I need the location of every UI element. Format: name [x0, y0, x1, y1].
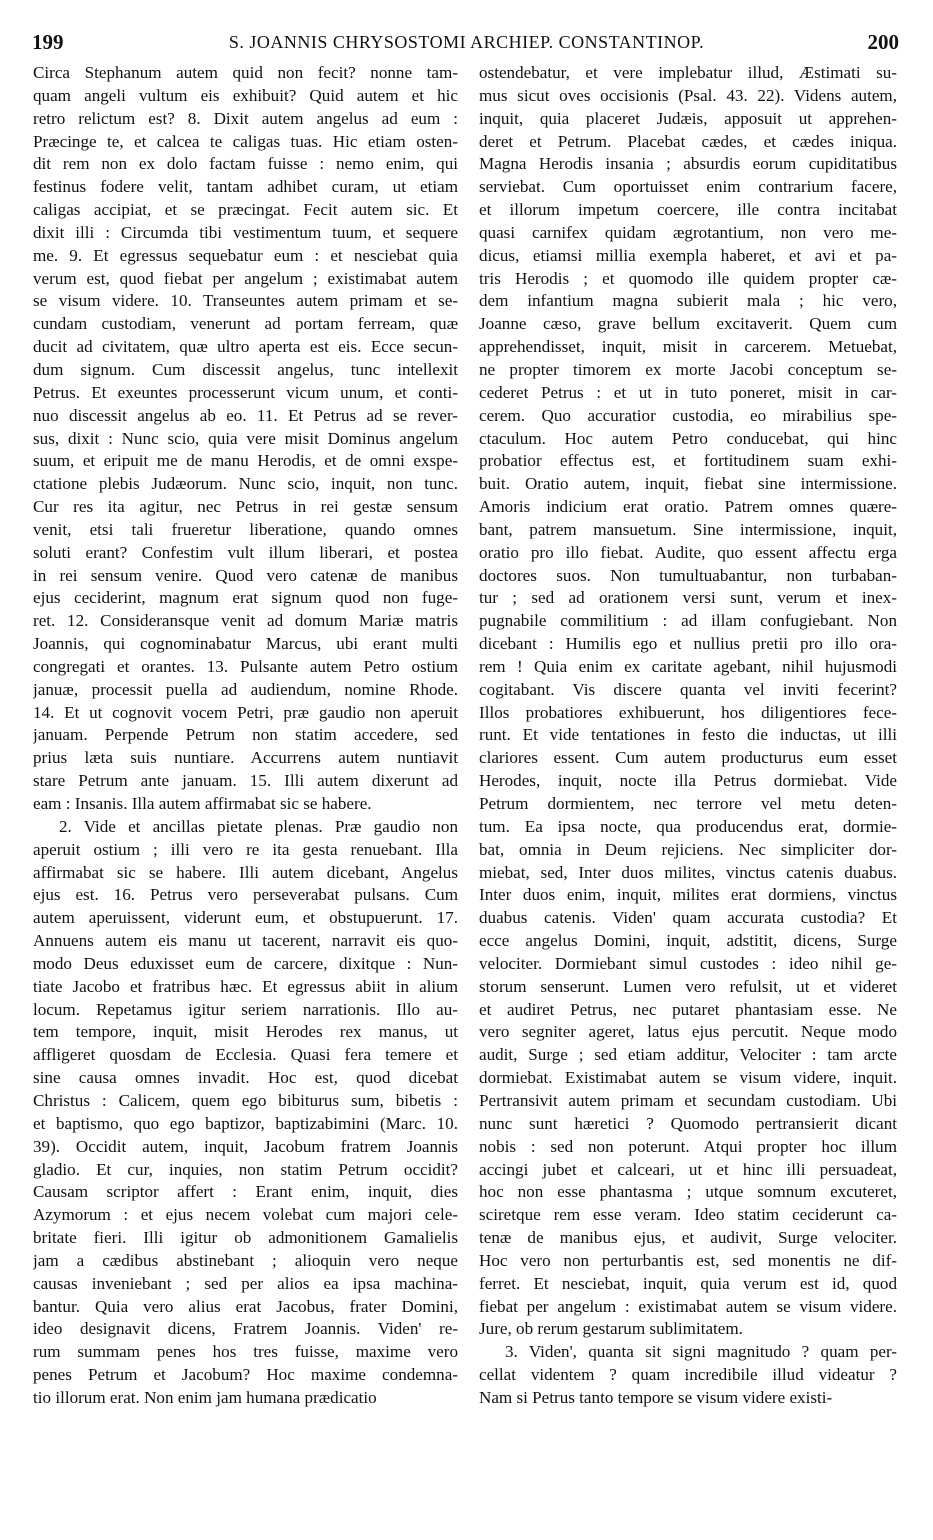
text-line: mus sicut oves occisionis (Psal. 43. 22). Videns autem,	[479, 85, 897, 105]
text-line: tur ; sed ad orationem versi sunt, verum et inex-	[479, 588, 897, 608]
text-line: velociter. Dormiebant simul custodes : ideo nihil ge-	[479, 953, 897, 973]
text-line: tem tempore, inquit, misit Herodes rex manus, ut	[33, 1022, 458, 1042]
text-line: clariores essent. Cum autem producturus eum esset	[479, 748, 897, 768]
text-line: ideo designavit dicens, Fratrem Joannis. Viden' re-	[33, 1319, 458, 1339]
text-line: affligeret quosdam de Ecclesia. Quasi fera temere et	[33, 1045, 458, 1065]
text-line: Illos probatiores exhibuerunt, hos diligentiores fece-	[479, 702, 897, 722]
text-line: 39). Occidit autem, inquit, Jacobum fratrem Joannis	[33, 1136, 458, 1156]
running-header	[0, 28, 933, 58]
text-line: oratio pro illo fiebat. Audite, quo essent affectu erga	[479, 542, 897, 562]
text-line: sus, dixit : Nunc scio, quia vere misit Dominus angelum	[33, 428, 458, 448]
text-line: serviebat. Cum oportuisset enim contrarium facere,	[479, 177, 897, 197]
text-line: caligas accipiat, et se præcingat. Fecit autem sic. Et	[33, 200, 458, 220]
text-line: hoc non esse phantasma ; utque somnum excuteret,	[479, 1182, 897, 1202]
text-line: verum est, quod fiebat per angelum ; existimabat autem	[33, 268, 458, 288]
right-text-column	[479, 62, 897, 1410]
text-line: nuo discessit angelus ab eo. 11. Et Petrus ad se rever-	[33, 405, 458, 425]
text-line: tris Herodis ; et quomodo ille quidem propter cæ-	[479, 268, 897, 288]
text-line: 14. Et ut cognovit vocem Petri, præ gaudio non aperuit	[33, 702, 458, 722]
text-line: penes Petrum et Jacobum? Hoc maxime condemna-	[33, 1365, 458, 1385]
text-line: suum, et eripuit me de manu Herodis, et de omni exspe-	[33, 451, 458, 471]
right-page-number: 200	[867, 30, 899, 54]
text-line: rum summam penes hos tres fuisse, maxime vero	[33, 1342, 458, 1362]
text-line: bat, omnia in Deum rejiciens. Nec simpliciter dor-	[479, 839, 897, 859]
text-line: ctatione plebis Judæorum. Nunc scio, inquit, non tunc.	[33, 474, 458, 494]
text-line: bant, patrem mansuetum. Sine intermissione, inquit,	[479, 519, 897, 539]
text-line: inquit, quia placeret Judæis, apposuit ut apprehen-	[479, 108, 897, 128]
text-line: Joannis, qui cognominabatur Marcus, ubi erant multi	[33, 634, 458, 654]
text-line: gladio. Et cur, inquies, non statim Petrum occidit?	[33, 1159, 458, 1179]
text-line: dormiebat. Existimabat autem se visum videre, inquit.	[479, 1068, 897, 1088]
text-line: venit, etsi tali frueretur liberatione, quando omnes	[33, 519, 458, 539]
text-line: Inter duos enim, inquit, milites erat dormiens, vinctus	[479, 885, 897, 905]
text-line: audit, Surge ; sed etiam additur, Velociter : tam arcte	[479, 1045, 897, 1065]
text-line: dem infantium magna subierit mala ; hic vero,	[479, 291, 897, 311]
text-line: dum signum. Cum discessit angelus, tunc intellexit	[33, 359, 458, 379]
text-line: accingi jubet et calceari, ut et hinc illi persuadeat,	[479, 1159, 897, 1179]
text-line: ctaculum. Hoc autem Petro conducebat, qui hinc	[479, 428, 897, 448]
text-line: cerem. Quo accuratior custodia, eo mirabilius spe-	[479, 405, 897, 425]
text-line: britate fieri. Illi igitur ob admonitionem Gamalielis	[33, 1228, 458, 1248]
text-line: probatior effectus est, et fortitudinem suam exhi-	[479, 451, 897, 471]
text-line: ret. 12. Consideransque venit ad domum Mariæ matris	[33, 611, 458, 631]
text-line: fiebat per angelum : existimabat autem se visum videre.	[479, 1296, 897, 1316]
text-line: tiate Jacobo et fratribus hæc. Et egressus abiit in alium	[33, 976, 458, 996]
text-line: festinus fodere velit, tantam adhibet curam, ut etiam	[33, 177, 458, 197]
text-line: tenæ de manibus ejus, et audivit, Surge velociter.	[479, 1228, 897, 1248]
text-line: 2. Vide et ancillas pietate plenas. Præ gaudio non	[59, 816, 458, 836]
text-line: tum. Ea ipsa nocte, qua producendus erat, dormie-	[479, 816, 897, 836]
text-line: Pertransivit autem primam et secundam custodiam. Ubi	[479, 1090, 897, 1110]
text-line: Joanne cæso, grave bellum excitaverit. Quem cum	[479, 314, 897, 334]
text-line: januæ, processit puella ad audiendum, nomine Rhode.	[33, 679, 458, 699]
text-line: ejus est. 16. Petrus vero perseverabat pulsans. Cum	[33, 885, 458, 905]
left-page-number: 199	[32, 30, 64, 54]
running-title: S. JOANNIS CHRYSOSTOMI ARCHIEP. CONSTANTINOP.	[228, 32, 705, 52]
text-line: bantur. Quia vero alius erat Jacobus, frater Domini,	[33, 1296, 458, 1316]
text-line: januam. Perpende Petrum non statim accedere, sed	[33, 725, 458, 745]
text-line: quam angeli vultum eis exhibuit? Quid autem et hic	[33, 85, 458, 105]
text-line: 3. Viden', quanta sit signi magnitudo ? quam per-	[505, 1342, 897, 1362]
text-line: quasi carnifex quidam ægrotantium, non vero me-	[479, 222, 897, 242]
text-line: jam a cædibus abstinebant ; alioquin vero neque	[33, 1250, 458, 1270]
left-text-column	[33, 62, 458, 1410]
text-line: me. 9. Et egressus sequebatur eum : et nesciebat quia	[33, 245, 458, 265]
text-line: duabus catenis. Viden' quam accurata custodia? Et	[479, 908, 897, 928]
text-line: cellat videntem ? quam incredibile illud videatur ?	[479, 1365, 897, 1385]
text-line: ostendebatur, et vere implebatur illud, Æstimati su-	[479, 63, 897, 82]
text-line: Christus : Calicem, quem ego bibiturus sum, bibetis :	[33, 1090, 458, 1110]
text-line: locum. Repetamus igitur seriem narrationis. Illo au-	[33, 999, 458, 1019]
text-line: vero segniter ageret, latus ejus percutit. Neque modo	[479, 1022, 897, 1042]
text-line: causas inveniebant ; sed per alios ea ipsa machina-	[33, 1273, 458, 1293]
text-line: cogitabant. Vis discere quanta vel inviti fecerint?	[479, 679, 897, 699]
text-line: rem ! Quia enim ex caritate agebant, nihil hujusmodi	[479, 656, 897, 676]
text-line: Jure, ob rerum gestarum sublimitatem.	[479, 1319, 743, 1339]
text-line: prius læta suis nuntiare. Accurrens autem nuntiavit	[33, 748, 458, 768]
text-line: Azymorum : et ejus necem volebat cum majori cele-	[33, 1205, 458, 1225]
text-line: Petrum dormientem, nec terrore vel metu deten-	[479, 794, 897, 813]
text-line: sine causa omnes invadit. Hoc est, quod dicebat	[33, 1068, 458, 1088]
text-line: eam : Insanis. Illa autem affirmabat sic se habere.	[33, 794, 372, 813]
text-line: Cur res ita agitur, nec Petrus in rei gestæ sensum	[33, 497, 458, 517]
text-line: Herodes, inquit, nocte illa Petrus dormiebat. Vide	[479, 771, 897, 791]
text-line: Hoc vero non perturbantis est, sed monentis ne dif-	[479, 1250, 897, 1270]
text-line: Nam si Petrus tanto tempore se visum videre existi-	[479, 1387, 833, 1407]
text-line: ducit ad civitatem, quæ ultro aperta est eis. Ecce secun-	[33, 337, 458, 357]
text-line: nobis : sed non poterunt. Atqui propter hoc illum	[479, 1136, 897, 1156]
text-line: et baptismo, quo ego baptizor, baptizabimini (Marc. 10.	[33, 1113, 458, 1133]
text-line: deret et Petrum. Placebat cædes, et cædes iniqua.	[479, 131, 897, 151]
text-line: Circa Stephanum autem quid non fecit? nonne tam-	[33, 63, 458, 82]
text-line: et illorum impetum coercere, ille contra incitabat	[479, 200, 897, 220]
text-line: Causam scriptor affert : Erant enim, inquit, dies	[33, 1182, 458, 1202]
text-line: congregati et orantes. 13. Pulsante autem Petro ostium	[33, 656, 458, 676]
text-line: retro relictum est? 8. Dixit autem angelus ad eum :	[33, 108, 458, 128]
text-line: aperuit ostium ; illi vero re ita gesta renuebant. Illa	[33, 839, 458, 859]
text-line: ferret. Et nesciebat, inquit, quia verum est id, quod	[479, 1273, 897, 1293]
text-line: Præcinge te, et calcea te caligas tuas. Hic etiam osten-	[33, 131, 458, 151]
text-line: Petrus. Et exeuntes processerunt vicum unum, et conti-	[33, 382, 458, 402]
text-line: runt. Et vide tentationes in festo die inductas, ut illi	[479, 725, 897, 745]
text-line: cederet Petrus : et ut in tuto poneret, misit in car-	[479, 382, 897, 402]
text-line: apprehendisset, inquit, misit in carcerem. Metuebat,	[479, 337, 897, 357]
text-line: sciretque rem esse veram. Ideo statim ceciderunt ca-	[479, 1205, 897, 1225]
text-line: affirmabat sic se habere. Illi autem dicebant, Angelus	[33, 862, 458, 882]
text-line: pugnabile commilitium : ad illam confugiebant. Non	[479, 611, 897, 631]
text-line: Magna Herodis insania ; absurdis eorum cupiditatibus	[479, 154, 897, 174]
text-line: dit rem non ex dolo factam fuisse : nemo enim, qui	[33, 154, 458, 174]
text-line: dicebant : Humilis ego et nullius pretii pro illo ora-	[479, 634, 897, 654]
text-line: modo Deus eduxisset eum de carcere, dixitque : Nun-	[33, 953, 458, 973]
text-line: ecce angelus Domini, inquit, adstitit, dicens, Surge	[479, 931, 897, 951]
text-line: et audiret Petrus, nec putaret phantasiam esse. Ne	[479, 999, 897, 1019]
text-line: dixit illi : Circumda tibi vestimentum tuum, et sequere	[33, 222, 458, 242]
text-line: autem aperuissent, viderunt eum, et obstupuerunt. 17.	[33, 908, 458, 928]
text-line: dicus, etiamsi millia exempla haberet, et avi et pa-	[479, 245, 897, 265]
text-line: in rei sensum venire. Quod vero catenæ de manibus	[33, 565, 458, 585]
text-line: Annuens autem eis manu ut tacerent, narravit eis quo-	[33, 931, 458, 951]
text-line: cundam custodiam, venerunt ad portam ferream, quæ	[33, 314, 458, 334]
text-line: se visum videre. 10. Transeuntes autem primam et se-	[33, 291, 458, 311]
text-line: nunc sunt hæretici ? Quomodo pertransierit dicant	[479, 1113, 897, 1133]
text-line: miebat, sed, Inter duos milites, vinctus catenis duabus.	[479, 862, 897, 882]
text-line: ejus ceciderint, magnum erat signum quod non fuge-	[33, 588, 458, 608]
text-line: ne propter timorem ex morte Jacobi conceptum se-	[479, 359, 897, 379]
text-line: stare Petrum ante januam. 15. Illi autem dixerunt ad	[33, 771, 458, 791]
text-line: tio illorum erat. Non enim jam humana prædicatio	[33, 1387, 377, 1407]
text-line: Amoris indicium erat oratio. Patrem omnes quære-	[479, 497, 897, 517]
text-line: soluti erant? Confestim vult illum liberari, et postea	[33, 542, 458, 562]
text-line: doctores suos. Non tumultuabantur, non turbaban-	[479, 565, 897, 585]
text-line: storum senserunt. Lumen vero refulsit, ut et videret	[479, 976, 897, 996]
text-line: buit. Oratio autem, inquit, fiebat sine intermissione.	[479, 474, 897, 494]
